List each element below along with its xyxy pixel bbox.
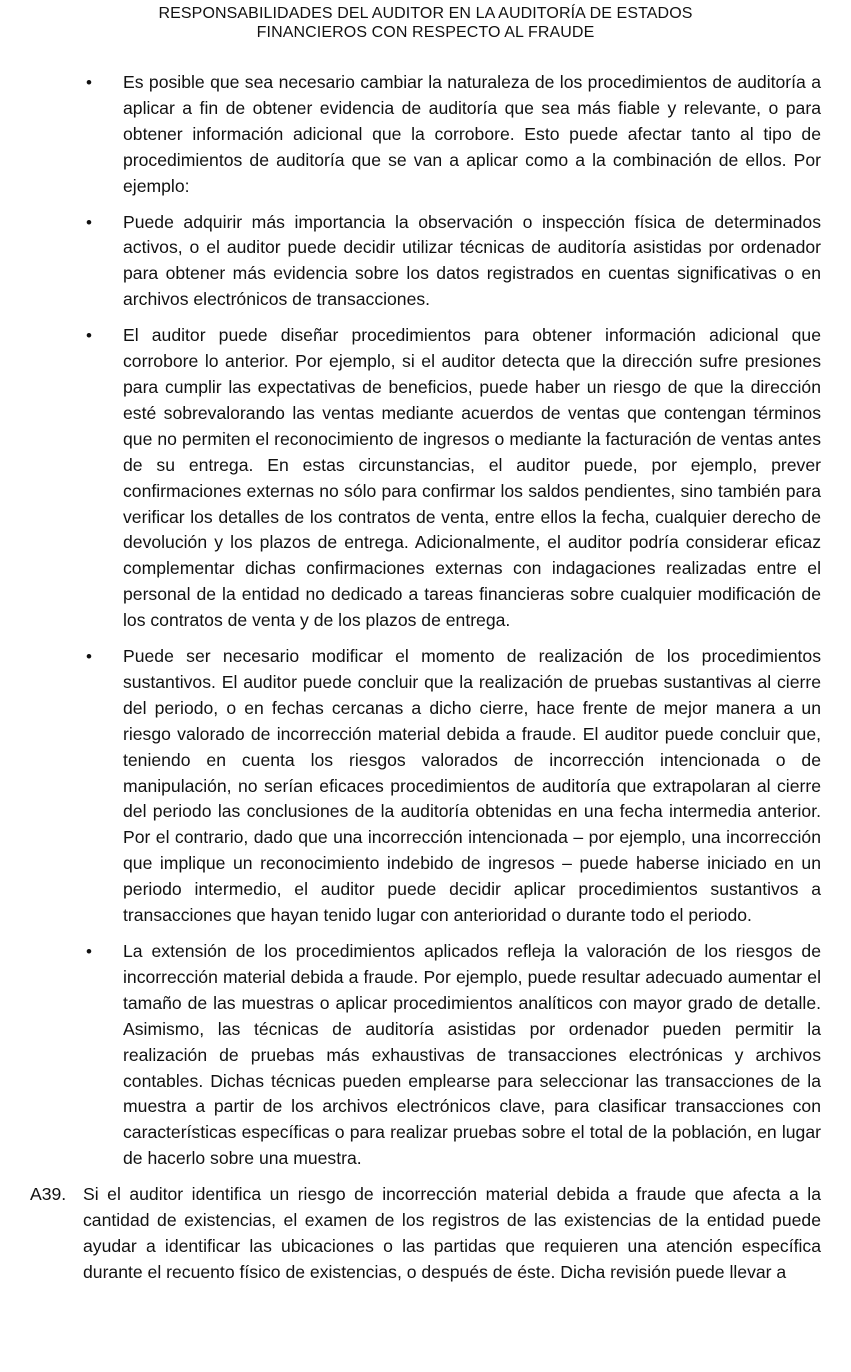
bullet-text: La extensión de los procedimientos aplicados refleja la valoración de los riesgos de incorrección material debida a fraude. Por ejemplo, puede resultar adecuado aumentar el tamaño de las muestras o aplicar procedimientos analíticos con mayor grado de detalle. Asimismo, las técnicas de auditoría asistidas por ordenador pueden permitir la realización de pruebas más exhaustivas de transacciones electrónicas y archivos contables. Dichas técnicas pueden emplearse para seleccionar las transacciones de la muestra a partir de los archivos electrónicos clave, para clasificar transacciones con características específicas o para realizar pruebas sobre el total de la población, en lugar de hacerlo sobre una muestra. [123, 941, 821, 1169]
bullet-item-5 [0, 939, 851, 1172]
document-body [0, 70, 851, 1286]
header-line-2: FINANCIEROS CON RESPECTO AL FRAUDE [256, 24, 595, 41]
header-line-1: RESPONSABILIDADES DEL AUDITOR EN LA AUDITORÍA DE ESTADOS [158, 5, 693, 22]
bullet-icon: • [86, 647, 92, 667]
bullet-icon: • [86, 326, 92, 346]
bullet-item-1 [0, 70, 851, 200]
paragraph-a39 [0, 1182, 851, 1286]
bullet-text: Puede adquirir más importancia la observación o inspección física de determinados activos, o el auditor puede decidir utilizar técnicas de auditoría asistidas por ordenador para obtener más evidencia sobre los datos registrados en cuentas significativas o en archivos electrónicos de transacciones. [123, 211, 821, 310]
bullet-text: Puede ser necesario modificar el momento de realización de los procedimientos sustantivos. El auditor puede concluir que la realización de pruebas sustantivas al cierre del periodo, o en fechas cercanas a dicho cierre, hace frente de mejor manera a un riesgo valorado de incorrección material debida a fraude. El auditor puede concluir que, teniendo en cuenta los riesgos valorados de incorrección intencionada o de manipulación, no serían eficaces procedimientos de auditoría que extrapolaran al cierre del periodo las conclusiones de la auditoría obtenidas en una fecha intermedia anterior. Por el contrario, dado que una incorrección intencionada – por ejemplo, una incorrección que implique un reconocimiento indebido de ingresos – puede haberse iniciado en un periodo intermedio, el auditor puede decidir aplicar procedimientos sustantivos a transacciones que hayan tenido lugar con anterioridad o durante todo el periodo. [123, 646, 821, 926]
bullet-icon: • [86, 942, 92, 961]
paragraph-text: Si el auditor identifica un riesgo de incorrección material debida a fraude que afecta a la cantidad de existencias, el examen de los registros de las existencias de la entidad puede ayudar a identificar las ubicaciones o las partidas que requieren una atención específica durante el recuento físico de existencias, o después de éste. Dicha revisión puede llevar a [83, 1184, 821, 1282]
bullet-icon: • [86, 212, 92, 232]
bullet-text: El auditor puede diseñar procedimientos para obtener información adicional que corrobore lo anterior. Por ejemplo, si el auditor detecta que la dirección sufre presiones para cumplir las expectativas de beneficios, puede haber un riesgo de que la dirección esté sobrevalorando las ventas mediante acuerdos de ventas que contengan términos que no permiten el reconocimiento de ingresos o mediante la facturación de ventas antes de su entrega. En estas circunstancias, el auditor puede, por ejemplo, prever confirmaciones externas no sólo para confirmar los saldos pendientes, sino también para verificar los detalles de los contratos de venta, entre ellos la fecha, cualquier derecho de devolución y los plazos de entrega. Adicionalmente, el auditor podría considerar eficaz complementar dichas confirmaciones externas con indagaciones realizadas entre el personal de la entidad no dedicado a tareas financieras sobre cualquier modificación de los contratos de venta y de los plazos de entrega. [123, 325, 821, 631]
bullet-item-2 [0, 210, 851, 314]
paragraph-number: A39. [30, 1184, 67, 1205]
page-header [0, 4, 851, 42]
bullet-item-4 [0, 644, 851, 929]
bullet-text: Es posible que sea necesario cambiar la naturaleza de los procedimientos de auditoría a aplicar a fin de obtener evidencia de auditoría que sea más fiable y relevante, o para obtener información adicional que la corrobore. Esto puede afectar tanto al tipo de procedimientos de auditoría que se van a aplicar como a la combinación de ellos. Por ejemplo: [123, 72, 821, 196]
bullet-item-3 [0, 323, 851, 634]
bullet-icon: • [86, 73, 92, 92]
